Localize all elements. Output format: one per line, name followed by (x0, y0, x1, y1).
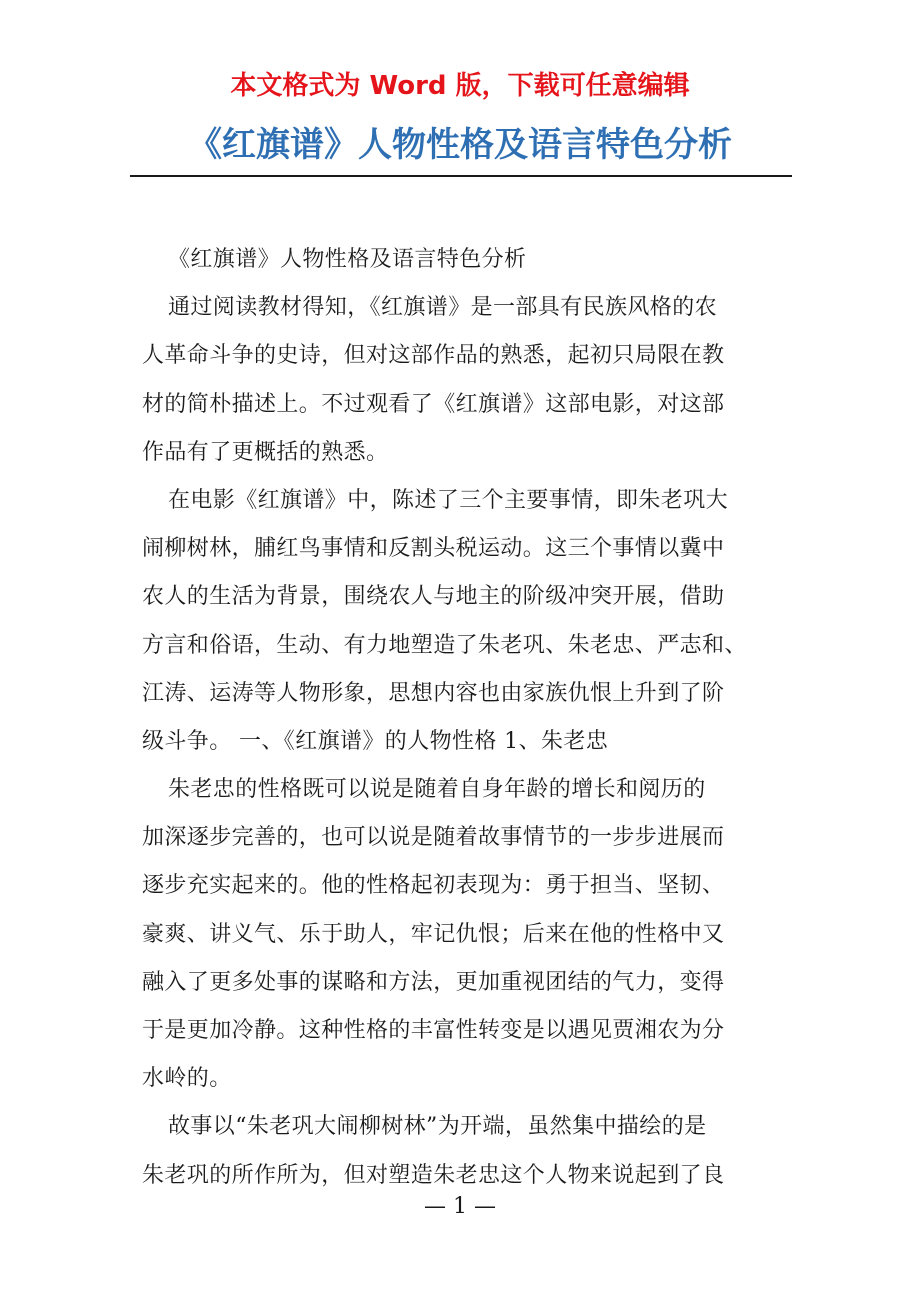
body-line: 逐步充实起来的。他的性格起初表现为：勇于担当、坚韧、 (142, 873, 725, 899)
body-line: 朱老巩的所作所为，但对塑造朱老忠这个人物来说起到了良 (142, 1162, 725, 1188)
body-line: 农人的生活为背景，围绕农人与地主的阶级冲突开展，借助 (142, 584, 725, 610)
body-line: 材的简朴描述上。不过观看了《红旗谱》这部电影，对这部 (142, 391, 725, 417)
body-line: 作品有了更概括的熟悉。 (142, 439, 389, 465)
body-line: 在电影《红旗谱》中，陈述了三个主要事情，即朱老巩大 (168, 487, 729, 513)
body-line: 朱老忠的性格既可以说是随着自身年龄的增长和阅历的 (168, 777, 706, 803)
page-number: — 1 — (424, 1194, 496, 1219)
body-line: 通过阅读教材得知，《红旗谱》是一部具有民族风格的农 (168, 295, 718, 321)
body-line: 故事以“朱老巩大闹柳树林”为开端，虽然集中描绘的是 (168, 1114, 707, 1140)
title-divider (130, 175, 792, 177)
body-line: 《红旗谱》人物性格及语言特色分析 (168, 247, 527, 272)
body-line: 方言和俗语，生动、有力地塑造了朱老巩、朱老忠、严志和、 (142, 632, 747, 658)
body-line: 加深逐步完善的，也可以说是随着故事情节的一步步进展而 (142, 825, 725, 851)
body-line: 人革命斗争的史诗，但对这部作品的熟悉，起初只局限在教 (142, 343, 725, 369)
document-body (142, 236, 782, 1200)
body-line: 融入了更多处事的谋略和方法，更加重视团结的气力，变得 (142, 969, 725, 995)
body-line: 江涛、运涛等人物形象，思想内容也由家族仇恨上升到了阶 (142, 680, 725, 706)
body-line: 级斗争。 一、《红旗谱》的人物性格 1、朱老忠 (142, 728, 609, 754)
document-title: 《红旗谱》人物性格及语言特色分析 (188, 125, 732, 165)
format-notice: 本文格式为 Word 版，下载可任意编辑 (230, 71, 690, 101)
body-line: 豪爽、讲义气、乐于助人，牢记仇恨；后来在他的性格中又 (142, 921, 725, 947)
body-line: 闹柳树林，脯红鸟事情和反割头税运动。这三个事情以冀中 (142, 536, 725, 562)
body-line: 于是更加冷静。这种性格的丰富性转变是以遇见贾湘农为分 (142, 1018, 725, 1043)
body-line: 水岭的。 (142, 1066, 232, 1092)
